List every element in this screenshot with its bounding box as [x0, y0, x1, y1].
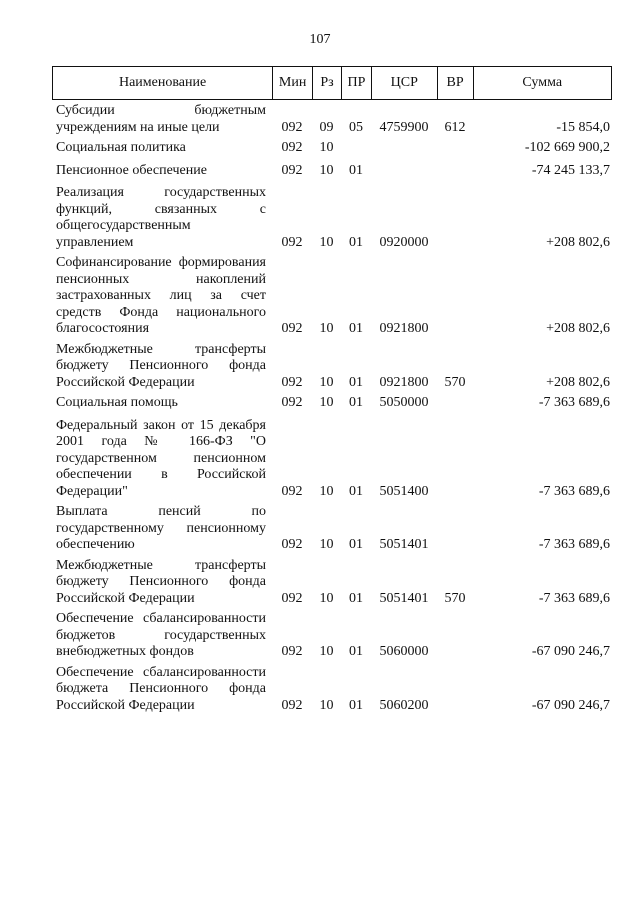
- row-pr: 01: [349, 395, 363, 410]
- row-vr: 570: [444, 590, 466, 606]
- row-csr: 4759900: [379, 119, 429, 135]
- budget-table: [52, 66, 612, 718]
- row-pr: 01: [349, 590, 363, 606]
- row-name: Обеспечение сбалансированности бюджетов государственных внебюджетных фондов: [56, 611, 266, 659]
- row-sum: -7 363 689,6: [538, 537, 610, 552]
- row-min: 092: [281, 483, 303, 499]
- row-csr: 0921800: [379, 374, 429, 390]
- row-sum: +208 802,6: [546, 234, 610, 250]
- table-row: [52, 504, 612, 554]
- row-name: Обеспечение сбалансированности бюджета Пенсионного фонда Российской Федерации: [56, 664, 266, 713]
- header-rz: Рз: [312, 67, 341, 99]
- table-header: [52, 66, 612, 100]
- row-sum: -7 363 689,6: [538, 590, 610, 606]
- row-name: Межбюджетные трансферты бюджету Пенсионного фонда Российской Федерации: [56, 341, 266, 390]
- row-csr: 5051401: [379, 537, 429, 552]
- header-min: Мин: [272, 67, 312, 99]
- header-name: Наименование: [118, 75, 207, 90]
- row-pr: 01: [349, 234, 363, 250]
- row-pr: 01: [349, 162, 363, 178]
- row-rz: 10: [319, 483, 334, 499]
- row-sum: -102 669 900,2: [524, 140, 610, 155]
- row-sum: +208 802,6: [546, 374, 610, 390]
- row-rz: 10: [319, 321, 334, 336]
- row-vr: 612: [444, 119, 466, 135]
- table-row: [52, 140, 612, 157]
- row-sum: -7 363 689,6: [538, 483, 610, 499]
- row-sum: -67 090 246,7: [531, 644, 610, 659]
- row-min: 092: [281, 537, 303, 552]
- row-pr: 01: [349, 374, 363, 390]
- table-row: [52, 418, 612, 501]
- row-sum: -15 854,0: [556, 119, 610, 135]
- row-min: 092: [281, 140, 303, 155]
- row-csr: 0920000: [379, 234, 429, 250]
- row-min: 092: [281, 234, 303, 250]
- row-min: 092: [281, 395, 303, 410]
- row-rz: 10: [319, 162, 334, 178]
- header-vr: ВР: [437, 67, 473, 99]
- row-min: 092: [281, 374, 303, 390]
- header-sum: Сумма: [473, 67, 612, 99]
- row-name: Софинансирование формирования пенсионных накоплений застрахованных лиц за счет средств Фонда национального благосостояния: [56, 255, 266, 336]
- row-min: 092: [281, 697, 303, 713]
- row-name: Социальная политика: [56, 140, 186, 155]
- row-pr: 01: [349, 483, 363, 499]
- row-sum: -67 090 246,7: [531, 697, 610, 713]
- row-rz: 10: [319, 374, 334, 390]
- row-csr: 5051400: [379, 483, 429, 499]
- table-row: [52, 342, 612, 392]
- table-row: [52, 163, 612, 180]
- header-csr: ЦСР: [371, 67, 437, 99]
- page-number: 107: [309, 32, 331, 47]
- row-sum: +208 802,6: [546, 321, 610, 336]
- row-min: 092: [281, 119, 303, 135]
- row-csr: 0921800: [379, 321, 429, 336]
- row-name: Межбюджетные трансферты бюджету Пенсионного фонда Российской Федерации: [56, 557, 266, 606]
- row-pr: 01: [349, 537, 363, 552]
- row-pr: 05: [349, 119, 363, 135]
- row-rz: 10: [319, 395, 334, 410]
- row-min: 092: [281, 644, 303, 659]
- row-pr: 01: [349, 697, 363, 713]
- row-name: Субсидии бюджетным учреждениям на иные цели: [56, 103, 266, 135]
- row-pr: 01: [349, 644, 363, 659]
- row-name: Социальная помощь: [56, 395, 178, 410]
- row-rz: 10: [319, 234, 334, 250]
- row-pr: 01: [349, 321, 363, 336]
- row-name: Пенсионное обеспечение: [56, 162, 207, 178]
- table-row: [52, 103, 612, 136]
- row-csr: 5060000: [379, 644, 429, 659]
- row-rz: 10: [319, 590, 334, 606]
- row-min: 092: [281, 590, 303, 606]
- row-name: Реализация государственных функций, связанных с общегосударственным управлением: [56, 185, 266, 250]
- table-row: [52, 255, 612, 338]
- row-rz: 10: [319, 140, 334, 155]
- row-min: 092: [281, 162, 303, 178]
- table-row: [52, 611, 612, 661]
- row-csr: 5060200: [379, 697, 429, 713]
- table-row: [52, 558, 612, 608]
- header-pr: ПР: [341, 67, 371, 99]
- row-vr: 570: [444, 374, 466, 390]
- row-min: 092: [281, 321, 303, 336]
- table-body: [52, 103, 612, 714]
- row-csr: 5051401: [379, 590, 429, 606]
- row-rz: 10: [319, 697, 334, 713]
- row-name: Выплата пенсий по государственному пенсионному обеспечению: [56, 504, 266, 552]
- table-row: [52, 185, 612, 251]
- row-sum: -74 245 133,7: [531, 162, 610, 178]
- row-csr: 5050000: [379, 395, 429, 410]
- table-row: [52, 665, 612, 715]
- row-rz: 10: [319, 644, 334, 659]
- table-row: [52, 395, 612, 412]
- row-sum: -7 363 689,6: [538, 395, 610, 410]
- row-rz: 09: [319, 119, 334, 135]
- row-rz: 10: [319, 537, 334, 552]
- row-name: Федеральный закон от 15 декабря 2001 года № 166-ФЗ "О государственном пенсионном обеспечении в Российской Федерации": [56, 417, 266, 499]
